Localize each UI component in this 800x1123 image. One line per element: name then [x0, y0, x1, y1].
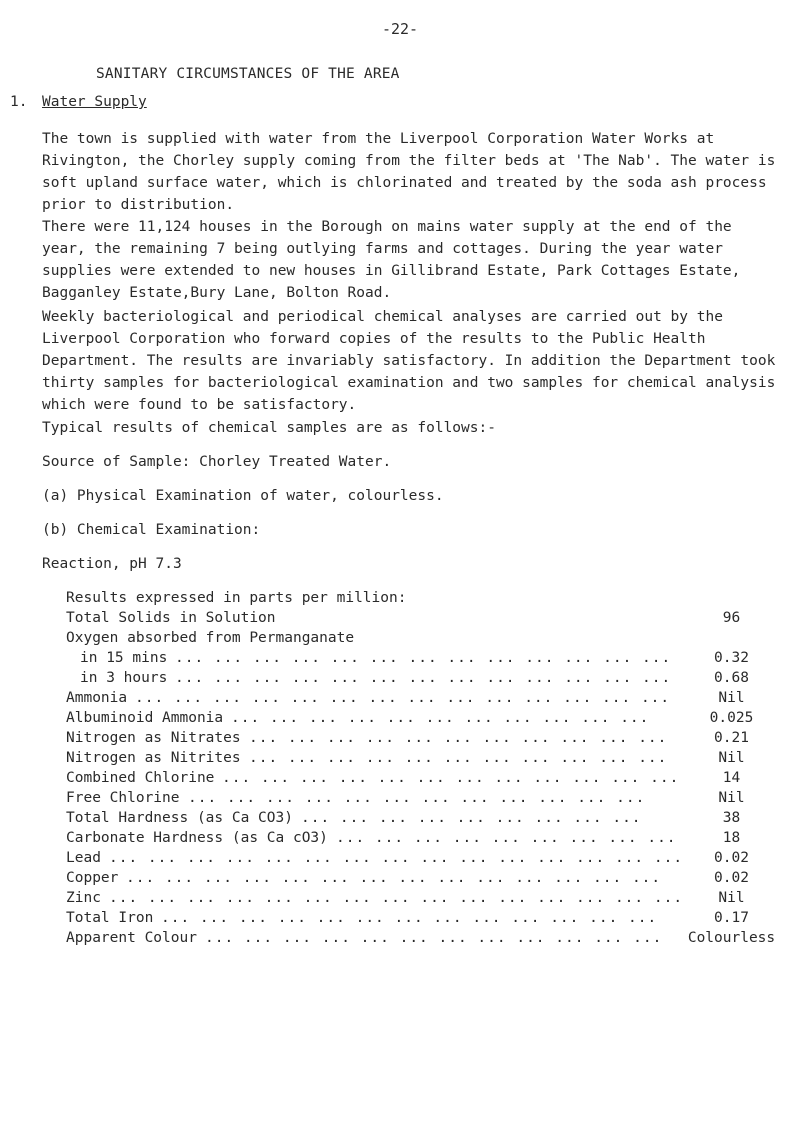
result-row [66, 690, 796, 710]
result-value: 0.17 [714, 910, 749, 926]
result-row [66, 910, 796, 930]
leader-dots: ... ... ... ... ... ... ... ... ... [336, 830, 677, 846]
result-label: Nitrogen as Nitrites [66, 750, 241, 766]
result-row [66, 890, 796, 910]
result-label: Apparent Colour [66, 930, 197, 946]
sample-source: Source of Sample: Chorley Treated Water. [42, 454, 392, 470]
result-label: Copper [66, 870, 119, 886]
result-row [66, 830, 796, 850]
result-value: 14 [722, 770, 741, 786]
result-label: in 15 mins [80, 650, 168, 666]
result-label: Zinc [66, 890, 101, 906]
result-value: 0.02 [714, 870, 749, 886]
typical-results-intro: Typical results of chemical samples are as follows:- [42, 420, 496, 436]
result-row [66, 650, 796, 670]
result-value: 38 [722, 810, 741, 826]
result-value: 0.32 [714, 650, 749, 666]
leader-dots: ... ... ... ... ... ... ... ... ... [301, 810, 642, 826]
result-label: Combined Chlorine [66, 770, 215, 786]
result-row [66, 930, 796, 950]
result-value: 0.21 [714, 730, 749, 746]
result-value: 18 [722, 830, 741, 846]
leader-dots: ... ... ... ... ... ... ... ... ... ... ... ... ... ... ... [109, 890, 684, 906]
leader-dots: ... ... ... ... ... ... ... ... ... ... ... ... ... ... ... [109, 850, 684, 866]
result-value: 0.02 [714, 850, 749, 866]
leader-dots: ... ... ... ... ... ... ... ... ... ... ... ... ... [175, 650, 672, 666]
result-value: Nil [718, 790, 745, 806]
result-row [66, 610, 796, 630]
section-number: 1. [10, 94, 28, 110]
leader-dots: ... ... ... ... ... ... ... ... ... ... ... [249, 750, 668, 766]
leader-dots: ... ... ... ... ... ... ... ... ... ... ... ... [188, 790, 646, 806]
result-label: Total Hardness (as Ca CO3) [66, 810, 293, 826]
result-row [66, 710, 796, 730]
section-title: Water Supply [42, 94, 147, 110]
leader-dots: ... ... ... ... ... ... ... ... ... ... ... [231, 710, 650, 726]
result-label: in 3 hours [80, 670, 168, 686]
result-label: Ammonia [66, 690, 128, 706]
result-label: Nitrogen as Nitrates [66, 730, 241, 746]
leader-dots: ... ... ... ... ... ... ... ... ... ... ... [249, 730, 668, 746]
chemical-examination: (b) Chemical Examination: [42, 522, 261, 538]
page-number: -22- [381, 20, 419, 38]
section-heading: SANITARY CIRCUMSTANCES OF THE AREA [96, 66, 400, 82]
result-row [66, 730, 796, 750]
result-label: Lead [66, 850, 101, 866]
leader-dots: ... ... ... ... ... ... ... ... ... ... ... ... ... ... [135, 690, 671, 706]
result-row [66, 790, 796, 810]
result-value: Nil [718, 750, 745, 766]
result-value: 96 [722, 610, 741, 626]
result-row [66, 810, 796, 830]
paragraph-analyses: Weekly bacteriological and periodical chemical analyses are carried out by the Liverpool Corporation who forward copies of the results to the Public Health Department. The results are invariably satisfactory. In addition the Department took thirty samples for bacteriological examination and two samples for chemical analysis which were found to be satisfactory. [42, 309, 776, 413]
paragraph-water-source: The town is supplied with water from the Liverpool Corporation Water Works at Rivington, the Chorley supply coming from the filter beds at 'The Nab'. The water is soft upland surface water, which is chlorinated and treated by the soda ash process prior to distribution. [42, 131, 776, 213]
result-row [66, 850, 796, 870]
result-label: Total Iron [66, 910, 154, 926]
oxygen-absorbed-heading: Oxygen absorbed from Permanganate [66, 630, 355, 646]
result-label: Albuminoid Ammonia [66, 710, 224, 726]
leader-dots: ... ... ... ... ... ... ... ... ... ... ... ... ... [175, 670, 672, 686]
leader-dots: ... ... ... ... ... ... ... ... ... ... ... ... ... ... [126, 870, 662, 886]
leader-dots: ... ... ... ... ... ... ... ... ... ... ... ... [222, 770, 680, 786]
result-value: Nil [718, 690, 745, 706]
physical-examination: (a) Physical Examination of water, colourless. [42, 488, 444, 504]
result-row [66, 670, 796, 690]
result-label: Free Chlorine [66, 790, 180, 806]
reaction-ph: Reaction, pH 7.3 [42, 556, 182, 572]
leader-dots: ... ... ... ... ... ... ... ... ... ... ... ... ... [161, 910, 658, 926]
leader-dots: ... ... ... ... ... ... ... ... ... ... ... ... [205, 930, 663, 946]
result-value: Colourless [687, 930, 776, 946]
result-row [66, 870, 796, 890]
result-label: Carbonate Hardness (as Ca cO3) [66, 830, 328, 846]
result-value: 0.025 [709, 710, 754, 726]
result-label: Total Solids in Solution [66, 610, 276, 626]
results-units-note: Results expressed in parts per million: [66, 590, 407, 606]
result-value: Nil [718, 890, 745, 906]
result-row [66, 750, 796, 770]
result-row [66, 770, 796, 790]
paragraph-houses: There were 11,124 houses in the Borough on mains water supply at the end of the year, the remaining 7 being outlying farms and cottages. During the year water supplies were extended to new houses in Gillibrand Estate, Park Cottages Estate, Bagganley Estate,Bury Lane, Bolton Road. [42, 219, 741, 301]
result-value: 0.68 [714, 670, 749, 686]
